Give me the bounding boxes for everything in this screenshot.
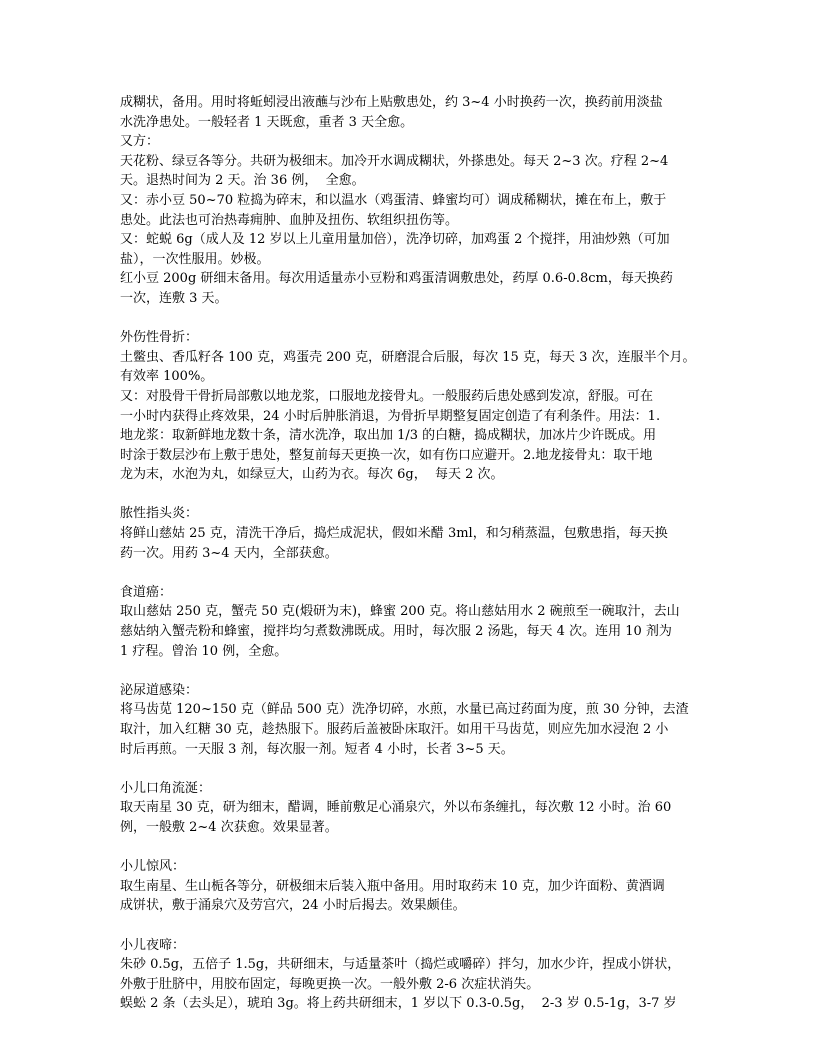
text-line: 土鳖虫、香瓜籽各 100 克，鸡蛋壳 200 克，研磨混合后服，每次 15 克，每天 3 次，连服半个月。 bbox=[120, 349, 696, 365]
text-line: 成糊状，备用。用时将蚯蚓浸出液蘸与沙布上贴敷患处，约 3~4 小时换药一次，换药前用淡盐 bbox=[120, 95, 663, 110]
text-line: 1 疗程。曾治 10 例，全愈。 bbox=[120, 643, 288, 659]
text-line: 天花粉、绿豆各等分。共研为极细末。加冷开水调成糊状，外搽患处。每天 2~3 次。疗程 2~4 bbox=[120, 153, 669, 169]
text-line: 天。退热时间为 2 天。治 36 例， 全愈。 bbox=[120, 173, 365, 189]
section-heading: 外伤性骨折： bbox=[120, 330, 199, 346]
section-heading: 小儿口角流涎： bbox=[120, 780, 212, 796]
text-line: 取山慈姑 250 克，蟹壳 50 克(煅研为末)，蜂蜜 200 克。将山慈姑用水 2 碗煎至一碗取汁，去山 bbox=[120, 604, 680, 620]
text-line: 取天南星 30 克，研为细末，醋调，睡前敷足心涌泉穴，外以布条缠扎，每次敷 12 小时。治 60 bbox=[120, 800, 672, 816]
text-line: 患处。此法也可治热毒痈肿、血肿及扭伤、软组织扭伤等。 bbox=[120, 212, 459, 228]
text-line: 取生南星、生山栀各等分，研极细末后装入瓶中备用。用时取药末 10 克，加少许面粉、黄酒调 bbox=[120, 878, 665, 894]
text-line: 一小时内获得止疼效果，24 小时后肿胀消退，为骨折早期整复固定创造了有利条件。用法：1. bbox=[120, 408, 661, 424]
text-line: 又：蛇蜕 6g（成人及 12 岁以上儿童用量加倍），洗净切碎，加鸡蛋 2 个搅拌，用油炒熟（可加 bbox=[120, 232, 670, 248]
section-heading: 脓性指头炎： bbox=[120, 506, 199, 522]
text-line: 又：对股骨干骨折局部敷以地龙浆，口服地龙接骨丸。一般服药后患处感到发凉，舒服。可在 bbox=[120, 388, 654, 404]
text-line: 将鲜山慈姑 25 克，清洗干净后，捣烂成泥状，假如米醋 3ml，和匀稍蒸温，包敷患指，每天换 bbox=[120, 526, 668, 542]
section-heading: 泌尿道感染： bbox=[120, 682, 199, 698]
text-line: 又方： bbox=[120, 134, 160, 150]
text-section bbox=[120, 583, 698, 661]
text-line: 成饼状，敷于涌泉穴及劳宫穴，24 小时后揭去。效果颇佳。 bbox=[120, 898, 466, 914]
text-line: 例，一般敷 2~4 次获愈。效果显著。 bbox=[120, 819, 338, 835]
section-heading: 小儿惊风： bbox=[120, 859, 186, 875]
section-heading: 小儿夜啼： bbox=[120, 937, 186, 953]
text-line: 龙为末，水泡为丸，如绿豆大，山药为衣。每次 6g， 每天 2 次。 bbox=[120, 467, 504, 483]
text-section bbox=[120, 504, 698, 563]
text-line: 红小豆 200g 研细末备用。每次用适量赤小豆粉和鸡蛋清调敷患处，药厚 0.6-0.8cm，每天换药 bbox=[120, 271, 673, 287]
text-section bbox=[120, 328, 698, 485]
document-page bbox=[120, 93, 698, 1014]
text-line: 又：赤小豆 50~70 粒捣为碎末，和以温水（鸡蛋清、蜂蜜均可）调成稀糊状，摊在布上，敷于 bbox=[120, 192, 667, 208]
text-line: 时后再煎。一天服 3 剂，每次服一剂。短者 4 小时，长者 3~5 天。 bbox=[120, 741, 514, 757]
text-section bbox=[120, 857, 698, 916]
text-section bbox=[120, 93, 698, 309]
text-line: 将马齿苋 120~150 克（鲜品 500 克）洗净切碎，水煎，水量已高过药面为度，煎 30 分钟，去渣 bbox=[120, 702, 689, 718]
text-line: 取汁，加入红糖 30 克，趁热服下。服药后盖被卧床取汗。如用干马齿苋，则应先加水浸泡 2 小 bbox=[120, 722, 669, 737]
text-line: 盐），一次性服用。妙极。 bbox=[120, 251, 270, 267]
text-line: 水洗净患处。一般轻者 1 天既愈，重者 3 天全愈。 bbox=[120, 114, 414, 130]
text-line: 外敷于肚脐中，用胶布固定，每晚更换一次。一般外敷 2-6 次症状消失。 bbox=[120, 976, 540, 992]
text-section bbox=[120, 936, 698, 1014]
text-section bbox=[120, 779, 698, 838]
text-line: 慈姑纳入蟹壳粉和蜂蜜，搅拌均匀煮数沸既成。用时，每次服 2 汤匙，每天 4 次。连用 10 剂为 bbox=[120, 624, 672, 640]
section-heading: 食道癌： bbox=[120, 584, 173, 600]
text-section bbox=[120, 681, 698, 759]
text-line: 药一次。用药 3~4 天内，全部获愈。 bbox=[120, 545, 338, 561]
text-line: 时涂于数层沙布上敷于患处，整复前每天更换一次，如有伤口应避开。2.地龙接骨丸：取干地 bbox=[120, 447, 653, 463]
text-line: 地龙浆：取新鲜地龙数十条，清水洗净，取出加 1/3 的白糖，捣成糊状，加冰片少许既成。用 bbox=[120, 428, 657, 444]
text-line: 蜈蚣 2 条（去头足），琥珀 3g。将上药共研细末，1 岁以下 0.3-0.5g， 2-3 岁 0.5-1g，3-7 岁 bbox=[120, 996, 677, 1012]
text-line: 朱砂 0.5g，五倍子 1.5g，共研细末，与适量茶叶（捣烂或嚼碎）拌匀，加水少许，捏成小饼状， bbox=[120, 957, 681, 973]
text-line: 一次，连敷 3 天。 bbox=[120, 290, 228, 306]
text-line: 有效率 100%。 bbox=[120, 369, 214, 385]
